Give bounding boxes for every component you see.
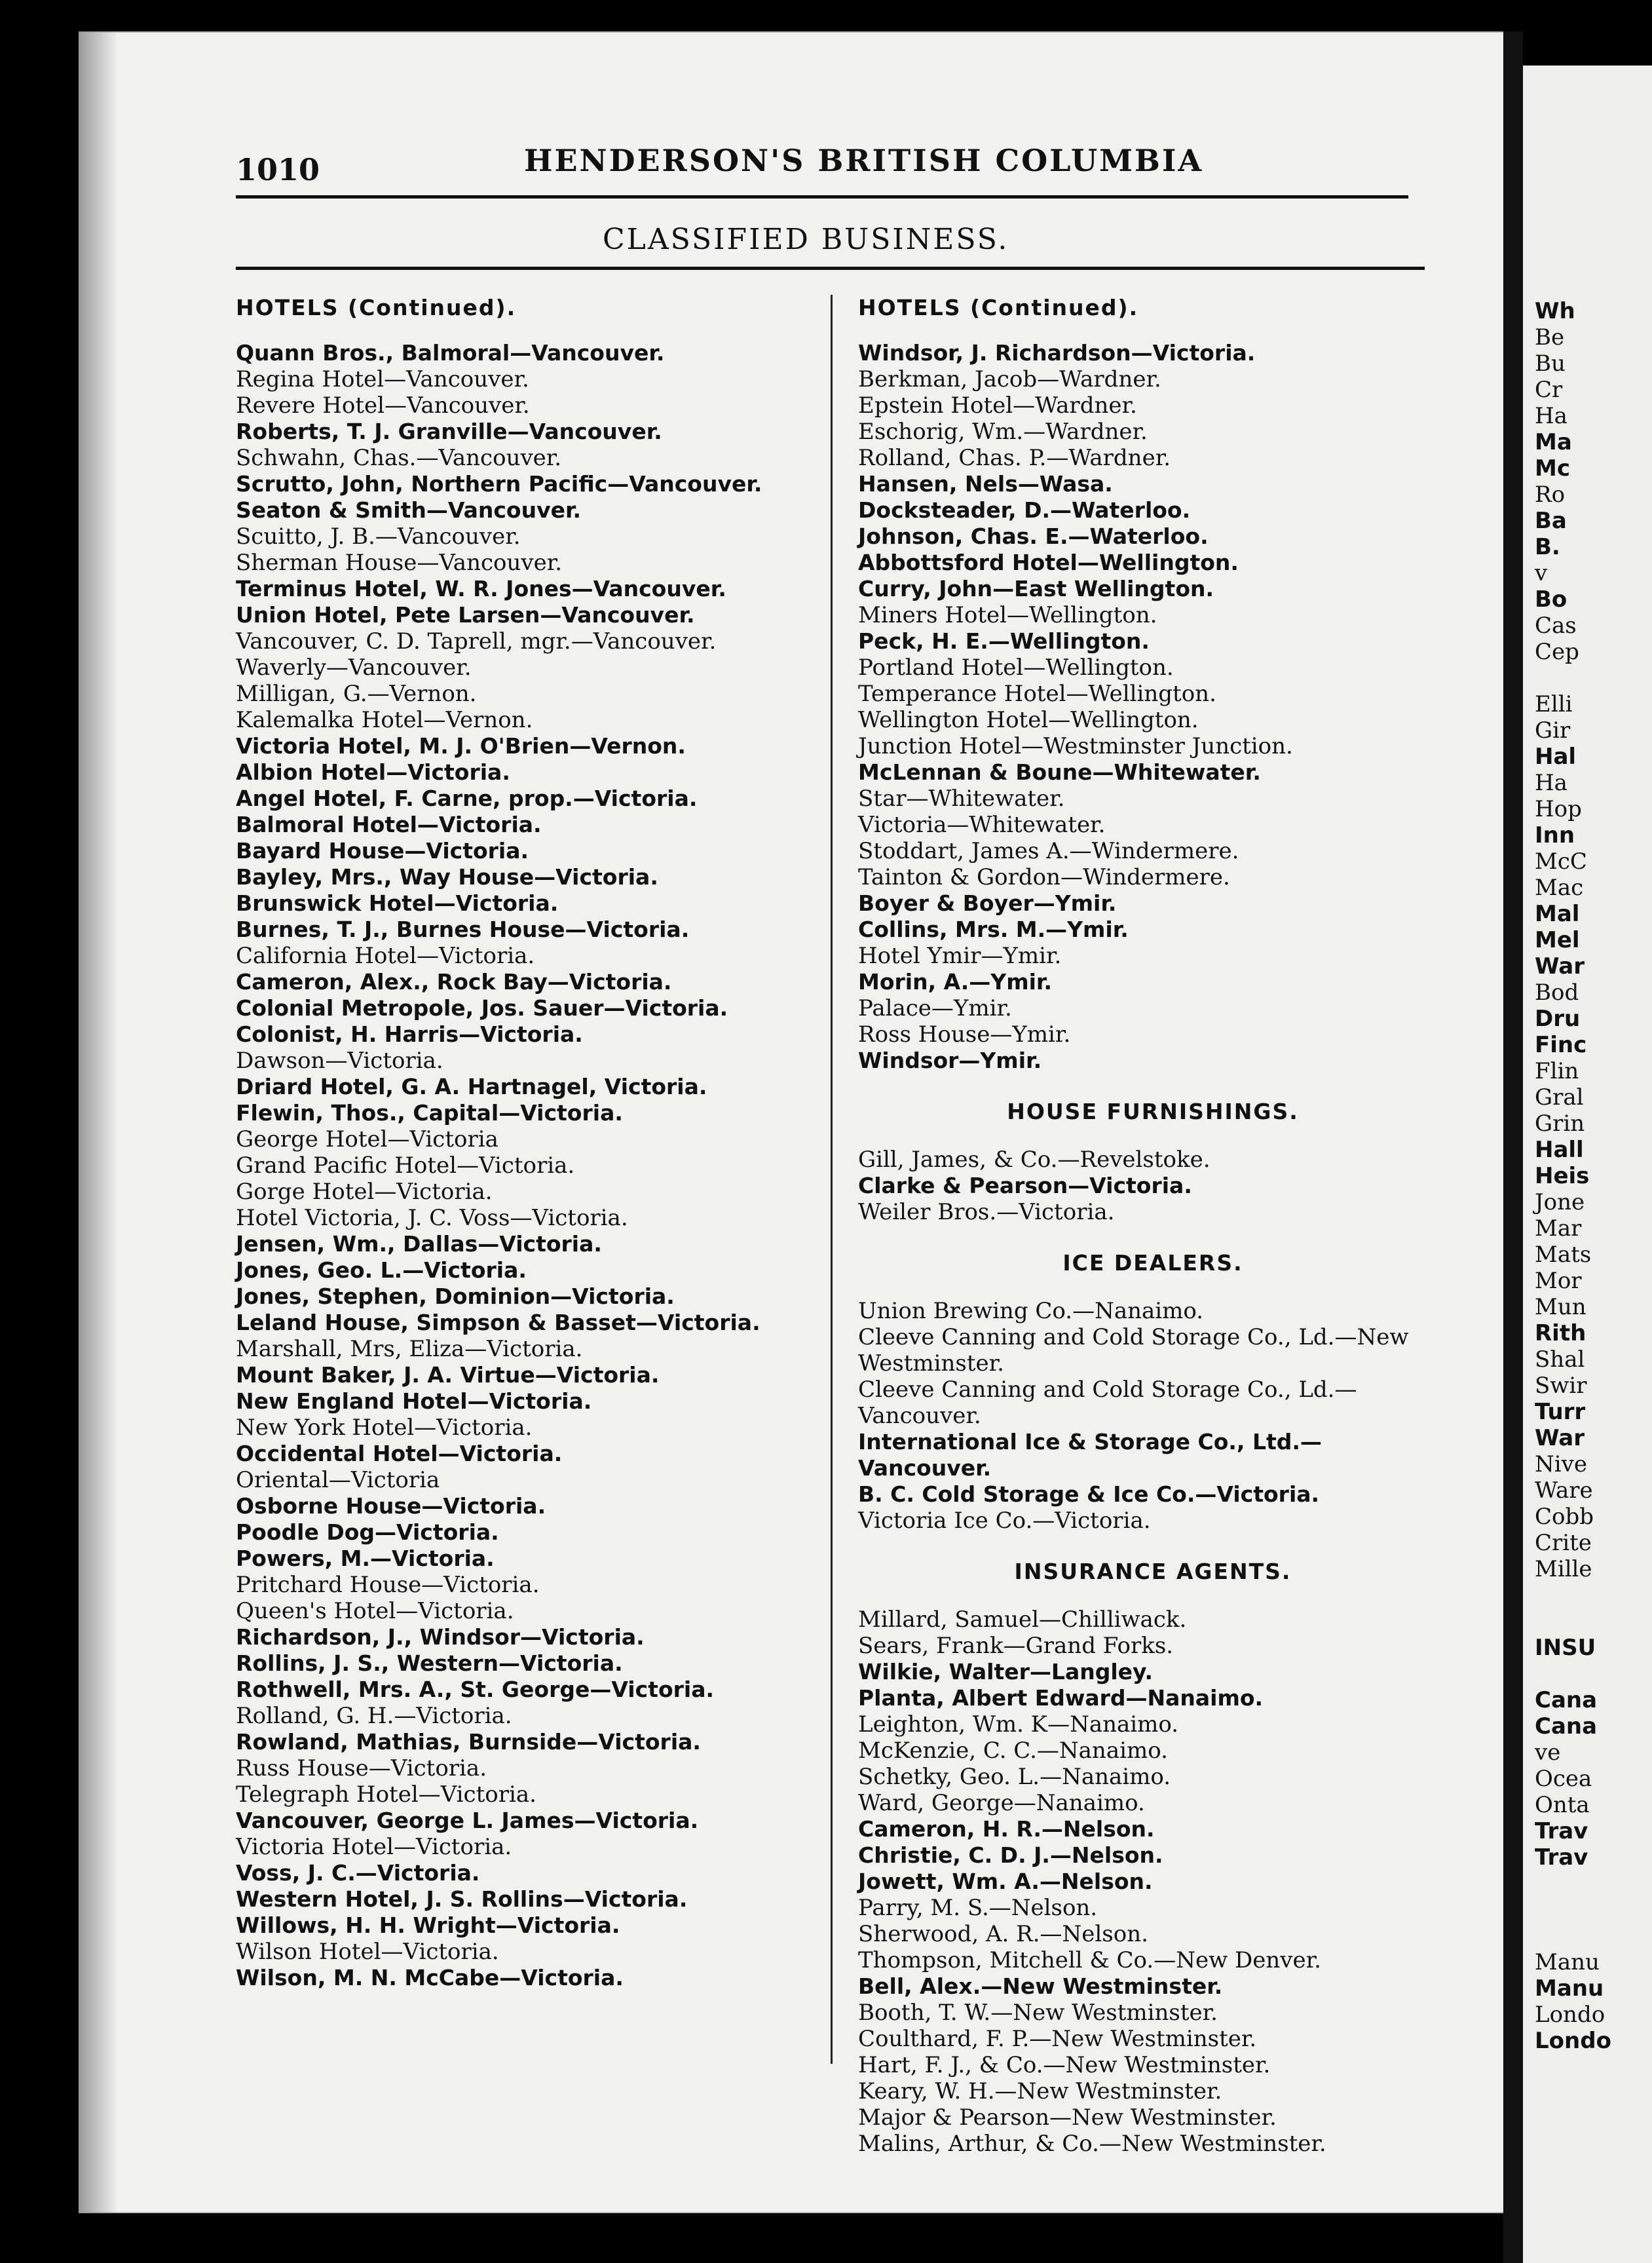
directory-entry: Planta, Albert Edward—Nanaimo. bbox=[858, 1685, 1264, 1711]
directory-entry: Rothwell, Mrs. A., St. George—Victoria. bbox=[236, 1677, 715, 1702]
directory-entry: Johnson, Chas. E.—Waterloo. bbox=[858, 523, 1209, 549]
facing-page-line: Trav bbox=[1535, 1844, 1588, 1871]
directory-entry: Curry, John—East Wellington. bbox=[858, 576, 1214, 601]
directory-entry: Docksteader, D.—Waterloo. bbox=[858, 497, 1191, 523]
directory-entry: Hansen, Nels—Wasa. bbox=[858, 471, 1113, 497]
facing-page-line: Ma bbox=[1535, 429, 1572, 455]
facing-page-line: Onta bbox=[1535, 1792, 1590, 1818]
directory-entry: Palace—Ymir. bbox=[858, 995, 1012, 1021]
directory-entry: Bayard House—Victoria. bbox=[236, 838, 529, 864]
directory-entry: Rolland, G. H.—Victoria. bbox=[236, 1703, 512, 1729]
facing-page-line: Hall bbox=[1535, 1137, 1584, 1163]
directory-entry: Driard Hotel, G. A. Hartnagel, Victoria. bbox=[236, 1074, 707, 1099]
directory-entry: Hotel Ymir—Ymir. bbox=[858, 943, 1062, 969]
facing-page-line: Mal bbox=[1535, 901, 1580, 927]
directory-entry: Osborne House—Victoria. bbox=[236, 1493, 546, 1519]
directory-entry: Tainton & Gordon—Windermere. bbox=[858, 864, 1230, 890]
facing-page-line: Cobb bbox=[1535, 1504, 1594, 1530]
directory-entry: Victoria Hotel, M. J. O'Brien—Vernon. bbox=[236, 733, 686, 759]
facing-page-line bbox=[1523, 1871, 1611, 1897]
directory-entry: Junction Hotel—Westminster Junction. bbox=[858, 733, 1293, 759]
facing-page-line bbox=[1523, 1582, 1611, 1608]
directory-entry: Roberts, T. J. Granville—Vancouver. bbox=[236, 419, 662, 444]
facing-page-line: INSU bbox=[1535, 1635, 1596, 1661]
directory-entry: Weiler Bros.—Victoria. bbox=[858, 1199, 1115, 1225]
directory-entry: Thompson, Mitchell & Co.—New Denver. bbox=[858, 1947, 1321, 1973]
facing-page-line: Mun bbox=[1535, 1294, 1586, 1320]
facing-page-text bbox=[1523, 298, 1611, 2054]
facing-page-line: Bo bbox=[1535, 586, 1568, 613]
hotel-list bbox=[858, 340, 1448, 1074]
facing-page-line: Nive bbox=[1535, 1451, 1587, 1477]
directory-entry: Colonial Metropole, Jos. Sauer—Victoria. bbox=[236, 995, 728, 1021]
directory-entry: Victoria—Whitewater. bbox=[858, 812, 1106, 838]
directory-entry: Poodle Dog—Victoria. bbox=[236, 1519, 499, 1545]
directory-entry: Grand Pacific Hotel—Victoria. bbox=[236, 1152, 575, 1179]
directory-entry: Vancouver, George L. James—Victoria. bbox=[236, 1808, 699, 1833]
directory-entry: Sears, Frank—Grand Forks. bbox=[858, 1633, 1174, 1659]
directory-entry: Berkman, Jacob—Wardner. bbox=[858, 366, 1161, 392]
directory-entry: Boyer & Boyer—Ymir. bbox=[858, 890, 1117, 916]
facing-page-line: Mor bbox=[1535, 1268, 1582, 1294]
facing-page-line: Bod bbox=[1535, 979, 1579, 1006]
directory-entry: Coulthard, F. P.—New Westminster. bbox=[858, 2026, 1257, 2052]
directory-entry: Windsor, J. Richardson—Victoria. bbox=[858, 340, 1256, 366]
facing-page-line: Cana bbox=[1535, 1687, 1598, 1713]
directory-entry: Rollins, J. S., Western—Victoria. bbox=[236, 1650, 623, 1676]
facing-page-line: Turr bbox=[1535, 1399, 1586, 1425]
directory-entry: Western Hotel, J. S. Rollins—Victoria. bbox=[236, 1886, 688, 1912]
column-divider bbox=[831, 295, 833, 2064]
directory-entry: Willows, H. H. Wright—Victoria. bbox=[236, 1912, 620, 1938]
directory-entry: Eschorig, Wm.—Wardner. bbox=[858, 419, 1148, 445]
facing-page-line: ve bbox=[1535, 1740, 1561, 1766]
directory-entry: Waverly—Vancouver. bbox=[236, 655, 472, 681]
directory-entry: Dawson—Victoria. bbox=[236, 1048, 443, 1074]
facing-page-line: Ocea bbox=[1535, 1766, 1592, 1792]
facing-page-line: Manu bbox=[1535, 1975, 1604, 2002]
facing-page-line: Cana bbox=[1535, 1713, 1598, 1740]
category-heading: ICE DEALERS. bbox=[1062, 1250, 1243, 1276]
facing-page-line: Heis bbox=[1535, 1163, 1590, 1189]
facing-page-line: Inn bbox=[1535, 822, 1575, 848]
directory-entry: Gorge Hotel—Victoria. bbox=[236, 1179, 493, 1205]
directory-entry: Rolland, Chas. P.—Wardner. bbox=[858, 445, 1171, 471]
directory-entry: Russ House—Victoria. bbox=[236, 1755, 487, 1781]
insurance-agents-list bbox=[858, 1607, 1448, 2157]
facing-page-line: Flin bbox=[1535, 1058, 1579, 1084]
book-gutter bbox=[1503, 31, 1523, 2263]
facing-page-line: Ware bbox=[1535, 1477, 1593, 1504]
directory-entry: Union Brewing Co.—Nanaimo. bbox=[858, 1298, 1204, 1324]
directory-entry: Marshall, Mrs, Eliza—Victoria. bbox=[236, 1336, 583, 1362]
facing-page-line: Swir bbox=[1535, 1373, 1587, 1399]
directory-entry: Christie, C. D. J.—Nelson. bbox=[858, 1842, 1163, 1868]
directory-entry: Clarke & Pearson—Victoria. bbox=[858, 1173, 1192, 1198]
facing-page-line: Ha bbox=[1535, 403, 1568, 429]
facing-page-line: Elli bbox=[1535, 691, 1573, 717]
directory-entry: Burnes, T. J., Burnes House—Victoria. bbox=[236, 917, 690, 942]
facing-page-line: Rith bbox=[1535, 1320, 1586, 1346]
directory-entry: Queen's Hotel—Victoria. bbox=[236, 1598, 514, 1624]
category-heading: INSURANCE AGENTS. bbox=[1014, 1559, 1292, 1584]
facing-page-line: Mar bbox=[1535, 1215, 1582, 1242]
directory-entry: Schwahn, Chas.—Vancouver. bbox=[236, 445, 562, 471]
page-edge-shadow bbox=[79, 31, 118, 2213]
facing-page-line: Ro bbox=[1535, 482, 1566, 508]
category-heading: HOTELS (Continued). bbox=[858, 295, 1139, 320]
running-title: HENDERSON'S BRITISH COLUMBIA bbox=[524, 143, 1204, 178]
facing-page-line: v bbox=[1535, 560, 1548, 586]
directory-entry: Sherman House—Vancouver. bbox=[236, 550, 563, 576]
header-rule-top bbox=[236, 195, 1408, 199]
category-heading: HOUSE FURNISHINGS. bbox=[1007, 1099, 1299, 1124]
directory-entry: Gill, James, & Co.—Revelstoke. bbox=[858, 1147, 1211, 1173]
directory-entry: Victoria Hotel—Victoria. bbox=[236, 1834, 512, 1860]
facing-page-line: Wh bbox=[1535, 298, 1575, 324]
facing-page-line: Finc bbox=[1535, 1032, 1587, 1058]
directory-entry: Ross House—Ymir. bbox=[858, 1021, 1071, 1048]
directory-entry: Morin, A.—Ymir. bbox=[858, 969, 1053, 995]
directory-entry: George Hotel—Victoria bbox=[236, 1126, 498, 1152]
facing-page-line: Londo bbox=[1535, 2028, 1611, 2054]
directory-entry: California Hotel—Victoria. bbox=[236, 943, 535, 969]
directory-entry: Stoddart, James A.—Windermere. bbox=[858, 838, 1239, 864]
directory-entry: Seaton & Smith—Vancouver. bbox=[236, 497, 582, 523]
facing-page-fragment bbox=[1523, 66, 1652, 2263]
directory-entry: Cameron, H. R.—Nelson. bbox=[858, 1816, 1155, 1842]
directory-entry: Scrutto, John, Northern Pacific—Vancouver. bbox=[236, 471, 762, 497]
facing-page-line: Mats bbox=[1535, 1242, 1592, 1268]
directory-entry: Mount Baker, J. A. Virtue—Victoria. bbox=[236, 1362, 660, 1388]
directory-entry: B. C. Cold Storage & Ice Co.—Victoria. bbox=[858, 1481, 1320, 1507]
directory-entry: New York Hotel—Victoria. bbox=[236, 1415, 533, 1441]
directory-entry: Schetky, Geo. L.—Nanaimo. bbox=[858, 1764, 1171, 1790]
directory-entry: Union Hotel, Pete Larsen—Vancouver. bbox=[236, 602, 695, 628]
facing-page-line: Ha bbox=[1535, 770, 1568, 796]
directory-entry: Jowett, Wm. A.—Nelson. bbox=[858, 1869, 1153, 1894]
facing-page-line: B. bbox=[1535, 534, 1560, 560]
directory-entry: Bayley, Mrs., Way House—Victoria. bbox=[236, 864, 658, 890]
directory-entry: Flewin, Thos., Capital—Victoria. bbox=[236, 1100, 623, 1126]
directory-entry: Powers, M.—Victoria. bbox=[236, 1546, 495, 1571]
facing-page-line: Londo bbox=[1535, 2002, 1605, 2028]
facing-page-line: Mc bbox=[1535, 455, 1570, 482]
directory-entry: Windsor—Ymir. bbox=[858, 1048, 1042, 1073]
directory-entry: Hotel Victoria, J. C. Voss—Victoria. bbox=[236, 1205, 628, 1231]
facing-page-line: Hal bbox=[1535, 744, 1577, 770]
directory-entry: Star—Whitewater. bbox=[858, 786, 1065, 812]
facing-page-line: Cr bbox=[1535, 377, 1563, 403]
directory-entry: Brunswick Hotel—Victoria. bbox=[236, 890, 559, 916]
facing-page-line bbox=[1523, 1923, 1611, 1949]
directory-entry: Peck, H. E.—Wellington. bbox=[858, 628, 1150, 654]
facing-page-line: Shal bbox=[1535, 1346, 1585, 1373]
header-rule-bottom bbox=[236, 267, 1425, 270]
facing-page-line: McC bbox=[1535, 848, 1587, 875]
directory-entry: Major & Pearson—New Westminster. bbox=[858, 2104, 1277, 2131]
directory-entry: Abbottsford Hotel—Wellington. bbox=[858, 550, 1239, 575]
directory-entry: Temperance Hotel—Wellington. bbox=[858, 681, 1216, 707]
facing-page-line: Hop bbox=[1535, 796, 1582, 822]
directory-entry: Albion Hotel—Victoria. bbox=[236, 759, 510, 785]
directory-entry: Colonist, H. Harris—Victoria. bbox=[236, 1021, 583, 1047]
directory-entry: Revere Hotel—Vancouver. bbox=[236, 392, 530, 419]
facing-page-line: Be bbox=[1535, 324, 1565, 351]
ice-dealers-list bbox=[858, 1298, 1448, 1534]
left-column bbox=[236, 295, 812, 1991]
directory-entry: Bell, Alex.—New Westminster. bbox=[858, 1973, 1223, 1999]
directory-entry: Wilson Hotel—Victoria. bbox=[236, 1939, 499, 1965]
directory-entry: Telegraph Hotel—Victoria. bbox=[236, 1781, 536, 1808]
directory-entry: Cleeve Canning and Cold Storage Co., Ld.—New Westminster. bbox=[858, 1324, 1409, 1377]
facing-page-line: Cas bbox=[1535, 613, 1577, 639]
facing-page-line bbox=[1523, 1897, 1611, 1923]
house-furnishings-list bbox=[858, 1147, 1448, 1225]
directory-entry: Portland Hotel—Wellington. bbox=[858, 655, 1174, 681]
directory-entry: Richardson, J., Windsor—Victoria. bbox=[236, 1624, 645, 1650]
facing-page-line: Grin bbox=[1535, 1111, 1585, 1137]
directory-entry: Voss, J. C.—Victoria. bbox=[236, 1860, 480, 1886]
directory-entry: Booth, T. W.—New Westminster. bbox=[858, 2000, 1218, 2026]
facing-page-line bbox=[1523, 1608, 1611, 1635]
directory-entry: Jensen, Wm., Dallas—Victoria. bbox=[236, 1231, 602, 1257]
directory-entry: Leland House, Simpson & Basset—Victoria. bbox=[236, 1310, 760, 1335]
directory-entry: Millard, Samuel—Chilliwack. bbox=[858, 1607, 1187, 1633]
facing-page-line: Bu bbox=[1535, 351, 1566, 377]
facing-page-line: Gral bbox=[1535, 1084, 1584, 1111]
page-number: 1010 bbox=[236, 152, 320, 187]
directory-entry: Parry, M. S.—Nelson. bbox=[858, 1895, 1098, 1921]
directory-entry: Oriental—Victoria bbox=[236, 1467, 440, 1493]
directory-entry: Occidental Hotel—Victoria. bbox=[236, 1441, 563, 1466]
directory-entry: Miners Hotel—Wellington. bbox=[858, 602, 1157, 628]
facing-page-line: Trav bbox=[1535, 1818, 1588, 1844]
directory-entry: Sherwood, A. R.—Nelson. bbox=[858, 1921, 1148, 1947]
directory-entry: Rowland, Mathias, Burnside—Victoria. bbox=[236, 1729, 701, 1755]
directory-entry: Wellington Hotel—Wellington. bbox=[858, 707, 1199, 733]
directory-entry: Regina Hotel—Vancouver. bbox=[236, 366, 529, 392]
directory-entry: Malins, Arthur, & Co.—New Westminster. bbox=[858, 2131, 1326, 2157]
directory-entry: McKenzie, C. C.—Nanaimo. bbox=[858, 1738, 1168, 1764]
directory-entry: Vancouver, C. D. Taprell, mgr.—Vancouver. bbox=[236, 628, 717, 655]
directory-entry: Balmoral Hotel—Victoria. bbox=[236, 812, 542, 837]
facing-page-line bbox=[1523, 1661, 1611, 1687]
directory-entry: New England Hotel—Victoria. bbox=[236, 1388, 592, 1414]
directory-entry: Keary, W. H.—New Westminster. bbox=[858, 2078, 1222, 2104]
directory-entry: Jones, Stephen, Dominion—Victoria. bbox=[236, 1284, 675, 1309]
directory-entry: International Ice & Storage Co., Ltd.—Vancouver. bbox=[858, 1429, 1322, 1481]
directory-entry: Pritchard House—Victoria. bbox=[236, 1572, 540, 1598]
facing-page-line: War bbox=[1535, 953, 1585, 979]
directory-entry: Terminus Hotel, W. R. Jones—Vancouver. bbox=[236, 576, 726, 601]
directory-entry: Collins, Mrs. M.—Ymir. bbox=[858, 917, 1129, 942]
directory-entry: McLennan & Boune—Whitewater. bbox=[858, 759, 1261, 785]
facing-page-line: War bbox=[1535, 1425, 1585, 1451]
directory-entry: Quann Bros., Balmoral—Vancouver. bbox=[236, 340, 665, 366]
directory-entry: Hart, F. J., & Co.—New Westminster. bbox=[858, 2052, 1271, 2078]
directory-entry: Cameron, Alex., Rock Bay—Victoria. bbox=[236, 969, 672, 995]
facing-page-line: Mille bbox=[1535, 1556, 1592, 1582]
directory-entry: Epstein Hotel—Wardner. bbox=[858, 392, 1137, 419]
right-column bbox=[858, 295, 1448, 2157]
directory-entry: Leighton, Wm. K—Nanaimo. bbox=[858, 1711, 1179, 1738]
directory-entry: Wilson, M. N. McCabe—Victoria. bbox=[236, 1965, 624, 1990]
facing-page-line: Gir bbox=[1535, 717, 1571, 744]
directory-entry: Ward, George—Nanaimo. bbox=[858, 1790, 1145, 1816]
facing-page-line: Crite bbox=[1535, 1530, 1592, 1556]
facing-page-line: Mel bbox=[1535, 927, 1580, 953]
facing-page-line bbox=[1523, 665, 1611, 691]
facing-page-line: Dru bbox=[1535, 1006, 1581, 1032]
directory-entry: Angel Hotel, F. Carne, prop.—Victoria. bbox=[236, 786, 698, 811]
directory-entry: Milligan, G.—Vernon. bbox=[236, 681, 477, 707]
directory-entry: Kalemalka Hotel—Vernon. bbox=[236, 707, 533, 733]
category-heading: HOTELS (Continued). bbox=[236, 295, 517, 320]
hotel-list bbox=[236, 340, 812, 1991]
section-title: CLASSIFIED BUSINESS. bbox=[603, 223, 1009, 256]
directory-entry: Cleeve Canning and Cold Storage Co., Ld.—Vancouver. bbox=[858, 1377, 1357, 1429]
directory-entry: Wilkie, Walter—Langley. bbox=[858, 1659, 1154, 1684]
facing-page-line: Cep bbox=[1535, 639, 1579, 665]
facing-page-line: Jone bbox=[1535, 1189, 1585, 1215]
directory-entry: Scuitto, J. B.—Vancouver. bbox=[236, 523, 521, 550]
directory-entry: Victoria Ice Co.—Victoria. bbox=[858, 1508, 1151, 1534]
directory-entry: Jones, Geo. L.—Victoria. bbox=[236, 1257, 527, 1283]
facing-page-line: Mac bbox=[1535, 875, 1584, 901]
facing-page-line: Ba bbox=[1535, 508, 1567, 534]
facing-page-line: Manu bbox=[1535, 1949, 1600, 1975]
